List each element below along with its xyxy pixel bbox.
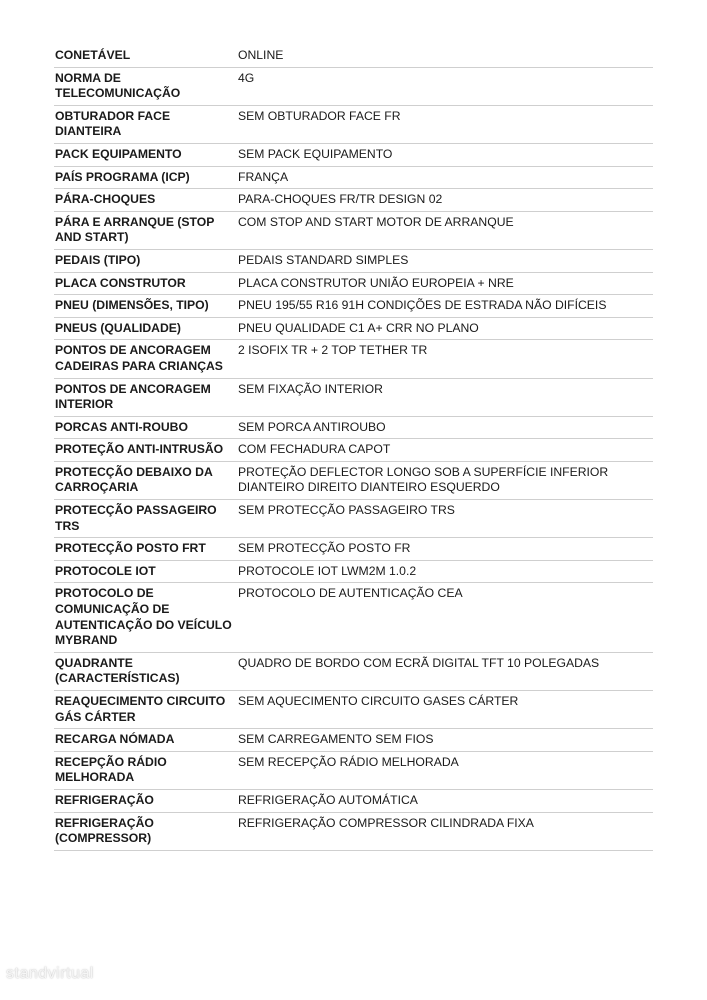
spec-label: PONTOS DE ANCORAGEM INTERIOR: [55, 381, 211, 412]
spec-table: [54, 45, 653, 851]
spec-value: COM STOP AND START MOTOR DE ARRANQUE: [238, 214, 514, 229]
spec-value: SEM PROTECÇÃO POSTO FR: [238, 541, 411, 556]
spec-value: QUADRO DE BORDO COM ECRÃ DIGITAL TFT 10 POLEGADAS: [238, 655, 600, 670]
spec-row: [54, 812, 653, 850]
spec-value: SEM CARREGAMENTO SEM FIOS: [238, 732, 434, 747]
spec-row: [54, 500, 653, 538]
spec-row: [54, 751, 653, 789]
spec-label: PACK EQUIPAMENTO: [55, 146, 182, 161]
spec-label: PNEUS (QUALIDADE): [55, 320, 181, 335]
spec-row: [54, 439, 653, 462]
spec-table-body: [54, 45, 653, 850]
spec-row: [54, 538, 653, 561]
spec-row: [54, 45, 653, 67]
spec-label: PROTEÇÃO ANTI-INTRUSÃO: [55, 442, 224, 457]
spec-row: [54, 652, 653, 690]
spec-row: [54, 317, 653, 340]
spec-label: QUADRANTE (CARACTERÍSTICAS): [55, 655, 180, 686]
spec-row: [54, 691, 653, 729]
spec-label: REFRIGERAÇÃO: [55, 792, 154, 807]
spec-row: [54, 249, 653, 272]
spec-row: [54, 272, 653, 295]
spec-value: REFRIGERAÇÃO AUTOMÁTICA: [238, 792, 418, 807]
spec-row: [54, 166, 653, 189]
spec-value: SEM PROTECÇÃO PASSAGEIRO TRS: [238, 503, 455, 518]
spec-label: RECEPÇÃO RÁDIO MELHORADA: [55, 754, 167, 785]
spec-label: PNEU (DIMENSÕES, TIPO): [55, 298, 209, 313]
spec-value: FRANÇA: [238, 169, 289, 184]
spec-value: ONLINE: [238, 48, 284, 62]
spec-label: PROTECÇÃO DEBAIXO DA CARROÇARIA: [55, 464, 213, 495]
spec-row: [54, 416, 653, 439]
spec-row: [54, 189, 653, 212]
spec-label: REAQUECIMENTO CIRCUITO GÁS CÁRTER: [55, 694, 226, 724]
spec-label: OBTURADOR FACE DIANTEIRA: [55, 108, 171, 139]
spec-value: SEM PORCA ANTIROUBO: [238, 419, 386, 434]
spec-row: [54, 378, 653, 416]
spec-row: [54, 461, 653, 499]
spec-value: PROTEÇÃO DEFLECTOR LONGO SOB A SUPERFÍCIE INFERIOR DIANTEIRO DIREITO DIANTEIRO ESQUERDO: [238, 464, 609, 495]
watermark-logo: standvirtual: [6, 965, 94, 982]
spec-row: [54, 560, 653, 583]
spec-value: PNEU QUALIDADE C1 A+ CRR NO PLANO: [238, 320, 479, 335]
spec-row: [54, 729, 653, 752]
spec-label: REFRIGERAÇÃO (COMPRESSOR): [55, 815, 154, 846]
spec-label: PLACA CONSTRUTOR: [55, 275, 186, 290]
spec-value: 2 ISOFIX TR + 2 TOP TETHER TR: [238, 343, 428, 358]
spec-label: PÁRA-CHOQUES: [55, 192, 156, 207]
spec-label: PONTOS DE ANCORAGEM CADEIRAS PARA CRIANÇAS: [55, 343, 223, 373]
spec-value: SEM OBTURADOR FACE FR: [238, 108, 401, 123]
spec-row: [54, 211, 653, 249]
spec-value: SEM PACK EQUIPAMENTO: [238, 146, 393, 161]
spec-value: SEM RECEPÇÃO RÁDIO MELHORADA: [238, 754, 459, 769]
spec-value: REFRIGERAÇÃO COMPRESSOR CILINDRADA FIXA: [238, 815, 534, 830]
spec-value: PROTOCOLO DE AUTENTICAÇÃO CEA: [238, 586, 463, 601]
spec-value: PEDAIS STANDARD SIMPLES: [238, 252, 409, 267]
spec-value: COM FECHADURA CAPOT: [238, 442, 391, 457]
spec-label: PROTOCOLE IOT: [55, 563, 156, 578]
spec-value: SEM FIXAÇÃO INTERIOR: [238, 381, 383, 396]
spec-value: PLACA CONSTRUTOR UNIÃO EUROPEIA + NRE: [238, 275, 514, 290]
spec-label: RECARGA NÓMADA: [55, 732, 175, 747]
spec-row: [54, 789, 653, 812]
spec-row: [54, 583, 653, 652]
spec-label: PROTECÇÃO POSTO FRT: [55, 541, 206, 556]
spec-row: [54, 295, 653, 318]
spec-value: PROTOCOLE IOT LWM2M 1.0.2: [238, 563, 417, 578]
spec-row: [54, 105, 653, 143]
spec-label: PROTECÇÃO PASSAGEIRO TRS: [55, 503, 217, 533]
spec-label: NORMA DE TELECOMUNICAÇÃO: [55, 70, 181, 101]
spec-row: [54, 340, 653, 378]
spec-label: PAÍS PROGRAMA (ICP): [55, 169, 190, 184]
spec-value: PNEU 195/55 R16 91H CONDIÇÕES DE ESTRADA NÃO DIFÍCEIS: [238, 298, 607, 313]
spec-label: CONETÁVEL: [55, 48, 131, 62]
spec-value: PARA-CHOQUES FR/TR DESIGN 02: [238, 192, 443, 207]
spec-label: PÁRA E ARRANQUE (STOP AND START): [55, 214, 215, 245]
spec-row: [54, 67, 653, 105]
spec-row: [54, 143, 653, 166]
spec-label: PROTOCOLO DE COMUNICAÇÃO DE AUTENTICAÇÃO DO VEÍCULO MYBRAND: [55, 586, 232, 648]
spec-label: PORCAS ANTI-ROUBO: [55, 419, 188, 434]
spec-label: PEDAIS (TIPO): [55, 252, 141, 267]
spec-value: 4G: [238, 70, 255, 85]
spec-value: SEM AQUECIMENTO CIRCUITO GASES CÁRTER: [238, 694, 519, 708]
